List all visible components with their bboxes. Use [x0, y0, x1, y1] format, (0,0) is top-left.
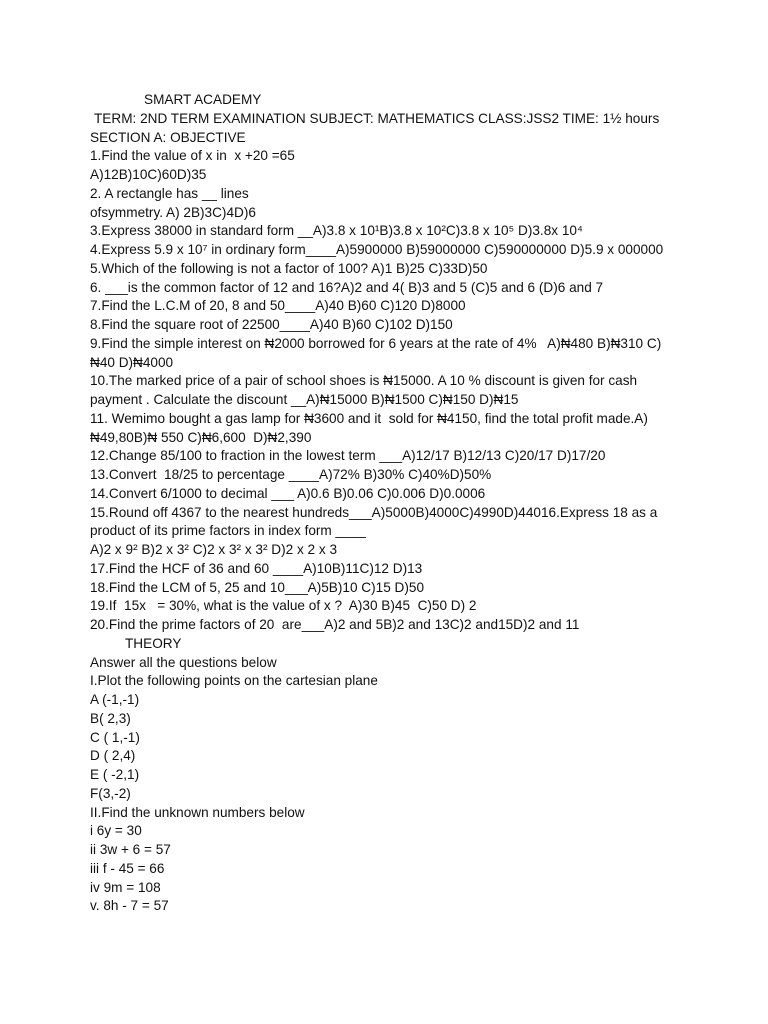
theory-line: B( 2,3) — [90, 710, 131, 726]
theory-line: A (-1,-1) — [90, 692, 140, 707]
question-line: 20.Find the prime factors of 20 are___A)2 and 5B)2 and 13C)2 and15D)2 and 11 — [90, 617, 580, 632]
theory-line: I.Plot the following points on the cartesian plane — [90, 673, 378, 689]
question-line: 2. A rectangle has __ lines — [90, 185, 249, 201]
question-line: 9.Find the simple interest on ₦2000 borrowed for 6 years at the rate of 4% A)₦480 B)₦310 C) — [90, 335, 662, 351]
question-line: 11. Wemimo bought a gas lamp for ₦3600 and it sold for ₦4150, find the total profit made.A) — [90, 410, 648, 426]
question-line: 17.Find the HCF of 36 and 60 ____A)10B)11C)12 D)13 — [90, 560, 423, 576]
question-line: A)12B)10C)60D)35 — [90, 167, 207, 182]
question-line: 12.Change 85/100 to fraction in the lowest term ___A)12/17 B)12/13 C)20/17 D)17/20 — [90, 448, 606, 464]
question-line: 13.Convert 18/25 to percentage ____A)72% B)30% C)40%D)50% — [90, 467, 492, 482]
question-line: 7.Find the L.C.M of 20, 8 and 50____A)40 B)60 C)120 D)8000 — [90, 298, 466, 314]
theory-line: ii 3w + 6 = 57 — [90, 842, 171, 857]
question-line: 15.Round off 4367 to the nearest hundreds___A)5000B)4000C)4990D)44016.Express 18 as a — [90, 504, 658, 520]
question-line: 6. ___is the common factor of 12 and 16?A)2 and 4( B)3 and 5 (C)5 and 6 (D)6 and 7 — [90, 279, 604, 295]
theory-line: iii f - 45 = 66 — [90, 860, 165, 876]
question-line: 4.Express 5.9 x 10⁷ in ordinary form____A)5900000 B)59000000 C)590000000 D)5.9 x 000000 — [90, 242, 664, 257]
theory-line: C ( 1,-1) — [90, 729, 140, 745]
question-line: product of its prime factors in index form ____ — [90, 523, 366, 539]
theory-line: II.Find the unknown numbers below — [90, 804, 305, 820]
question-line: 8.Find the square root of 22500____A)40 B)60 C)102 D)150 — [90, 317, 453, 332]
school-name: SMART ACADEMY — [144, 92, 262, 107]
section-heading: SECTION A: OBJECTIVE — [90, 129, 246, 145]
question-line: 1.Find the value of x in x +20 =65 — [90, 148, 295, 164]
question-line: 14.Convert 6/1000 to decimal ___ A)0.6 B)0.06 C)0.006 D)0.0006 — [90, 485, 486, 501]
question-line: payment . Calculate the discount __A)₦15000 B)₦1500 C)₦150 D)₦15 — [90, 392, 519, 407]
theory-line: i 6y = 30 — [90, 823, 142, 839]
question-line: 5.Which of the following is not a factor of 100? A)1 B)25 C)33D)50 — [90, 260, 488, 276]
theory-line: F(3,-2) — [90, 785, 131, 801]
question-line: ₦40 D)₦4000 — [90, 354, 174, 370]
question-line: 18.Find the LCM of 5, 25 and 10___A)5B)10 C)15 D)50 — [90, 579, 425, 595]
exam-document — [90, 91, 750, 916]
theory-line: v. 8h - 7 = 57 — [90, 898, 169, 914]
question-line: 19.If 15x = 30%, what is the value of x ? A)30 B)45 C)50 D) 2 — [90, 598, 477, 614]
theory-line: D ( 2,4) — [90, 748, 136, 764]
theory-heading: THEORY — [125, 635, 182, 651]
theory-line: E ( -2,1) — [90, 767, 140, 782]
theory-line: Answer all the questions below — [90, 654, 277, 670]
theory-line: iv 9m = 108 — [90, 879, 161, 895]
question-line: 3.Express 38000 in standard form __A)3.8 x 10¹B)3.8 x 10²C)3.8 x 10⁵ D)3.8x 10⁴ — [90, 223, 583, 239]
theory-questions — [90, 654, 750, 917]
question-line: 10.The marked price of a pair of school shoes is ₦15000. A 10 % discount is given for cash — [90, 373, 638, 389]
question-line: A)2 x 9² B)2 x 3² C)2 x 3² x 3² D)2 x 2 x 3 — [90, 542, 338, 557]
objective-questions — [90, 147, 750, 635]
exam-details-line: TERM: 2ND TERM EXAMINATION SUBJECT: MATHEMATICS CLASS:JSS2 TIME: 1½ hours — [94, 110, 660, 126]
question-line: ₦49,80B)₦ 550 C)₦6,600 D)₦2,390 — [90, 429, 312, 445]
question-line: ofsymmetry. A) 2B)3C)4D)6 — [90, 204, 256, 220]
